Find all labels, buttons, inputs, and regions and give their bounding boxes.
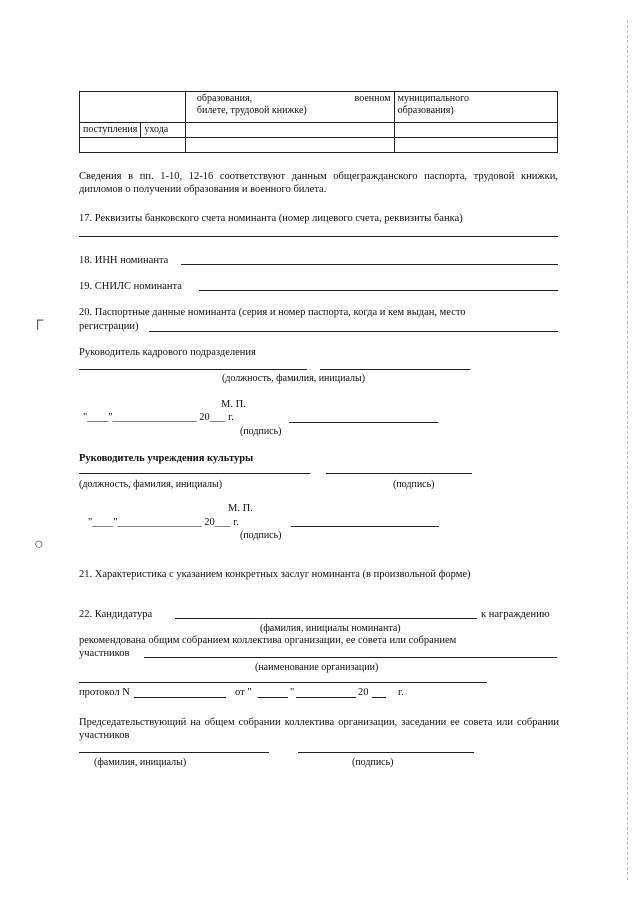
predsed-text: Председательствующий на общем собрании коллектива организации, заседании ее совета или собрании участников xyxy=(79,717,559,741)
column-header: поступления xyxy=(80,123,141,137)
passport-field[interactable] xyxy=(149,331,558,332)
column-header: ухода xyxy=(144,124,169,135)
predsed-fio-field[interactable] xyxy=(79,752,269,753)
svedeniya-text: Сведения в пп. 1-10, 12-16 соответствуют данным общегражданского паспорта, трудовой книжки, дипломов о получении образования и военного билета. xyxy=(79,171,558,195)
item-19: 19. СНИЛС номинанта xyxy=(79,281,182,292)
podpis-caption-3: (подпись) xyxy=(240,530,282,541)
item-21: 21. Характеристика с указанием конкретных заслуг номинанта (в произвольной форме) xyxy=(79,569,471,580)
table-cell xyxy=(394,92,557,123)
mp-label: М. П. xyxy=(221,399,246,410)
ruk-kadr-sign-field[interactable] xyxy=(320,369,470,370)
organization-field[interactable] xyxy=(144,657,557,658)
table-cell xyxy=(185,92,394,123)
month-field[interactable] xyxy=(296,697,356,698)
item-18: 18. ИНН номинанта xyxy=(79,255,169,266)
signature-field[interactable] xyxy=(289,422,438,423)
scan-mark-circle: ○ xyxy=(34,536,44,553)
organization-field-2[interactable] xyxy=(79,682,487,683)
podpis-caption: (подпись) xyxy=(240,426,282,437)
dolzh-fio-caption-2: (должность, фамилия, инициалы) xyxy=(79,479,223,490)
table-cell xyxy=(185,123,394,138)
signature-field-2[interactable] xyxy=(291,526,439,527)
cell-text: образования) xyxy=(397,105,454,116)
protokol-number-field[interactable] xyxy=(134,697,226,698)
fio-caption: (фамилия, инициалы) xyxy=(94,757,187,768)
cell-text: военном xyxy=(354,93,391,104)
dolzh-fio-caption: (должность, фамилия, инициалы) xyxy=(222,373,366,384)
k-nagrazhdeniyu: к награждению xyxy=(481,609,550,620)
mp-label-2: М. П. xyxy=(228,503,253,514)
date-line: "____"________________ 20___ г. xyxy=(83,412,234,423)
cell-text: билете, трудовой книжке) xyxy=(196,105,307,116)
ruk-kadr-label: Руководитель кадрового подразделения xyxy=(79,347,256,358)
item-20: 20. Паспортные данные номинанта (серия и номер паспорта, когда и кем выдан, место xyxy=(79,307,466,318)
top-table xyxy=(79,91,558,153)
table-cell xyxy=(80,92,186,123)
year-field[interactable] xyxy=(372,697,386,698)
ruk-uchr-label: Руководитель учреждения культуры xyxy=(79,453,254,464)
ot-label: от " xyxy=(235,687,252,698)
item-20-cont: регистрации) xyxy=(79,321,139,332)
day-field[interactable] xyxy=(258,697,288,698)
quote-close: " xyxy=(290,687,295,698)
podpis-caption-2: (подпись) xyxy=(393,479,435,490)
scan-mark-bracket: ┌ xyxy=(32,312,44,329)
inn-field[interactable] xyxy=(181,264,558,265)
fio-nominanta-caption: (фамилия, инициалы номинанта) xyxy=(260,623,401,634)
snils-field[interactable] xyxy=(199,290,558,291)
rekom-text: рекомендована общим собранием коллектива организации, ее совета или собранием xyxy=(79,635,457,646)
year-prefix: 20 xyxy=(358,687,369,698)
cell-text: образования, xyxy=(196,93,253,104)
protokol-label: протокол N xyxy=(79,687,130,698)
cell-text: муниципального xyxy=(397,93,469,104)
table-cell xyxy=(394,123,557,138)
scan-edge xyxy=(627,20,628,880)
podpis-caption-4: (подпись) xyxy=(352,757,394,768)
date-line-2: "____"________________ 20___ г. xyxy=(88,517,239,528)
table-cell xyxy=(80,138,186,153)
item-17-field[interactable] xyxy=(79,236,558,237)
predsed-sign-field[interactable] xyxy=(298,752,474,753)
year-suffix: г. xyxy=(398,687,404,698)
item-22: 22. Кандидатура xyxy=(79,609,153,620)
item-17: 17. Реквизиты банковского счета номинанта (номер лицевого счета, реквизиты банка) xyxy=(79,213,463,224)
ruk-uchr-sign-field[interactable] xyxy=(326,473,472,474)
ruk-kadr-field[interactable] xyxy=(79,369,307,370)
table-cell xyxy=(80,123,186,138)
kandidatura-field[interactable] xyxy=(175,618,477,619)
table-cell xyxy=(185,138,394,153)
ruk-uchr-field[interactable] xyxy=(79,473,310,474)
uchastnikov-text: участников xyxy=(79,648,130,659)
table-cell xyxy=(394,138,557,153)
naim-org-caption: (наименование организации) xyxy=(255,662,379,673)
